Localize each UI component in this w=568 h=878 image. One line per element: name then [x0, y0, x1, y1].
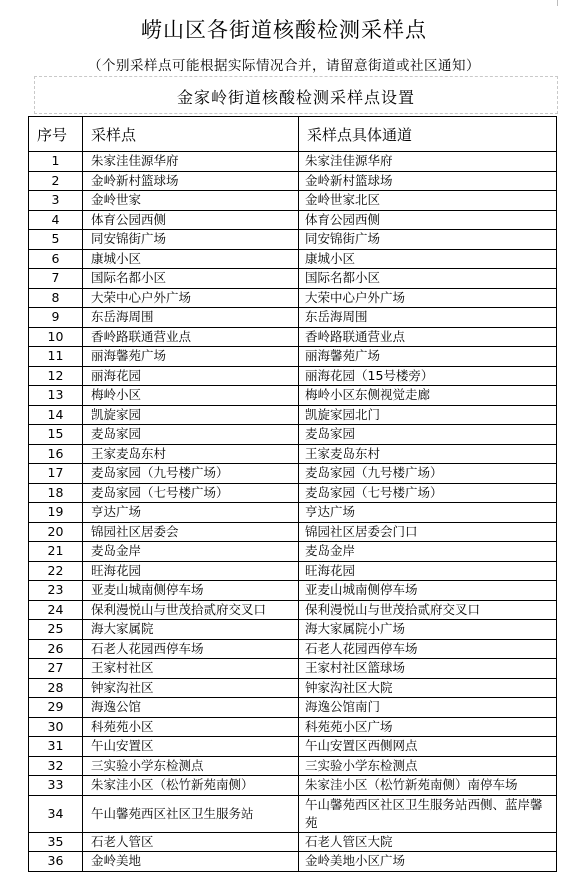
row-detail: 凯旋家园北门 [299, 405, 557, 425]
row-site: 科苑苑小区 [83, 717, 299, 737]
row-detail: 朱家洼小区（松竹新苑南侧）南停车场 [299, 776, 557, 796]
table-row [29, 444, 557, 464]
table-row [29, 503, 557, 523]
row-detail: 金岭世家北区 [299, 191, 557, 211]
row-detail: 丽海馨苑广场 [299, 347, 557, 367]
row-detail: 朱家洼佳源华府 [299, 152, 557, 172]
table-row [29, 386, 557, 406]
column-header-detail: 采样点具体通道 [299, 117, 557, 152]
row-detail: 麦岛家园（七号楼广场） [299, 483, 557, 503]
row-detail: 金岭新村篮球场 [299, 171, 557, 191]
table-row [29, 776, 557, 796]
row-site: 保利漫悦山与世茂拾贰府交叉口 [83, 600, 299, 620]
row-detail: 同安锦街广场 [299, 230, 557, 250]
row-number: 24 [29, 600, 83, 620]
row-site: 梅岭小区 [83, 386, 299, 406]
row-site: 锦园社区居委会 [83, 522, 299, 542]
table-row [29, 308, 557, 328]
row-number: 2 [29, 171, 83, 191]
row-site: 国际名都小区 [83, 269, 299, 289]
row-site: 午山安置区 [83, 737, 299, 757]
row-site: 金岭新村篮球场 [83, 171, 299, 191]
row-site: 海逸公馆 [83, 698, 299, 718]
column-header-no: 序号 [29, 117, 83, 152]
row-detail: 石老人花园西停车场 [299, 639, 557, 659]
table-row [29, 425, 557, 445]
row-number: 31 [29, 737, 83, 757]
row-site: 金岭美地 [83, 852, 299, 872]
row-number: 29 [29, 698, 83, 718]
table-row [29, 210, 557, 230]
row-detail: 亨达广场 [299, 503, 557, 523]
row-number: 4 [29, 210, 83, 230]
row-site: 同安锦街广场 [83, 230, 299, 250]
row-detail: 麦岛金岸 [299, 542, 557, 562]
row-site: 香岭路联通营业点 [83, 327, 299, 347]
row-number: 26 [29, 639, 83, 659]
row-number: 11 [29, 347, 83, 367]
row-site: 旺海花园 [83, 561, 299, 581]
row-detail: 科苑苑小区广场 [299, 717, 557, 737]
row-number: 34 [29, 795, 83, 832]
row-site: 王家村社区 [83, 659, 299, 679]
row-site: 麦岛金岸 [83, 542, 299, 562]
row-number: 23 [29, 581, 83, 601]
row-detail: 体育公园西侧 [299, 210, 557, 230]
table-row [29, 522, 557, 542]
row-number: 6 [29, 249, 83, 269]
row-detail: 锦园社区居委会门口 [299, 522, 557, 542]
row-site: 海大家属院 [83, 620, 299, 640]
table-row [29, 152, 557, 172]
row-number: 7 [29, 269, 83, 289]
row-number: 33 [29, 776, 83, 796]
row-number: 20 [29, 522, 83, 542]
row-number: 12 [29, 366, 83, 386]
row-number: 10 [29, 327, 83, 347]
table-row [29, 171, 557, 191]
table-row [29, 288, 557, 308]
table-row [29, 659, 557, 679]
row-number: 21 [29, 542, 83, 562]
row-site: 钟家沟社区 [83, 678, 299, 698]
table-row [29, 366, 557, 386]
table-row [29, 852, 557, 872]
row-site: 亨达广场 [83, 503, 299, 523]
row-number: 25 [29, 620, 83, 640]
row-site: 朱家洼佳源华府 [83, 152, 299, 172]
row-detail: 午山安置区西侧网点 [299, 737, 557, 757]
row-site: 三实验小学东检测点 [83, 756, 299, 776]
table-row [29, 327, 557, 347]
page-title: 崂山区各街道核酸检测采样点 [141, 18, 427, 42]
table-row [29, 405, 557, 425]
row-detail: 王家麦岛东村 [299, 444, 557, 464]
row-detail: 麦岛家园 [299, 425, 557, 445]
row-number: 28 [29, 678, 83, 698]
row-number: 14 [29, 405, 83, 425]
row-site: 朱家洼小区（松竹新苑南侧） [83, 776, 299, 796]
table-row [29, 230, 557, 250]
row-detail: 王家村社区篮球场 [299, 659, 557, 679]
row-site: 康城小区 [83, 249, 299, 269]
row-number: 22 [29, 561, 83, 581]
row-number: 36 [29, 852, 83, 872]
table-row [29, 756, 557, 776]
row-detail: 海大家属院小广场 [299, 620, 557, 640]
table-row [29, 269, 557, 289]
row-detail: 钟家沟社区大院 [299, 678, 557, 698]
table-row [29, 542, 557, 562]
row-number: 19 [29, 503, 83, 523]
table-row [29, 832, 557, 852]
section-title: 金家岭街道核酸检测采样点设置 [176, 88, 415, 107]
row-number: 8 [29, 288, 83, 308]
row-number: 17 [29, 464, 83, 484]
row-site: 亚麦山城南侧停车场 [83, 581, 299, 601]
table-row [29, 620, 557, 640]
row-detail: 海逸公馆南门 [299, 698, 557, 718]
table-row [29, 347, 557, 367]
row-site: 麦岛家园 [83, 425, 299, 445]
row-number: 5 [29, 230, 83, 250]
row-detail: 东岳海周围 [299, 308, 557, 328]
table-row [29, 737, 557, 757]
row-detail: 金岭美地小区广场 [299, 852, 557, 872]
row-detail: 大荣中心户外广场 [299, 288, 557, 308]
row-number: 15 [29, 425, 83, 445]
row-site: 东岳海周围 [83, 308, 299, 328]
row-detail: 康城小区 [299, 249, 557, 269]
row-number: 3 [29, 191, 83, 211]
page-subtitle: （个别采样点可能根据实际情况合并，请留意街道或社区通知） [88, 58, 480, 74]
row-detail: 午山馨苑西区社区卫生服务站西侧、蓝岸馨苑 [299, 795, 557, 832]
table-row [29, 600, 557, 620]
table-row [29, 795, 557, 832]
row-site: 丽海馨苑广场 [83, 347, 299, 367]
row-site: 大荣中心户外广场 [83, 288, 299, 308]
row-site: 金岭世家 [83, 191, 299, 211]
row-number: 32 [29, 756, 83, 776]
page-corner-mark [557, 0, 564, 6]
table-header-row [29, 117, 557, 152]
row-site: 午山馨苑西区社区卫生服务站 [83, 795, 299, 832]
row-detail: 丽海花园（15号楼旁） [299, 366, 557, 386]
table-row [29, 191, 557, 211]
table-row [29, 678, 557, 698]
row-detail: 石老人管区大院 [299, 832, 557, 852]
row-number: 1 [29, 152, 83, 172]
row-detail: 香岭路联通营业点 [299, 327, 557, 347]
table-row [29, 249, 557, 269]
table-row [29, 639, 557, 659]
row-detail: 麦岛家园（九号楼广场） [299, 464, 557, 484]
table-row [29, 483, 557, 503]
row-detail: 保利漫悦山与世茂拾贰府交叉口 [299, 600, 557, 620]
table-row [29, 698, 557, 718]
row-site: 王家麦岛东村 [83, 444, 299, 464]
row-detail: 梅岭小区东侧视觉走廊 [299, 386, 557, 406]
row-detail: 三实验小学东检测点 [299, 756, 557, 776]
sampling-sites-table [28, 116, 557, 872]
table-row [29, 717, 557, 737]
row-site: 丽海花园 [83, 366, 299, 386]
row-number: 16 [29, 444, 83, 464]
row-site: 麦岛家园（九号楼广场） [83, 464, 299, 484]
row-site: 石老人花园西停车场 [83, 639, 299, 659]
row-detail: 旺海花园 [299, 561, 557, 581]
row-number: 13 [29, 386, 83, 406]
row-site: 体育公园西侧 [83, 210, 299, 230]
row-site: 麦岛家园（七号楼广场） [83, 483, 299, 503]
row-number: 35 [29, 832, 83, 852]
section-title-box [34, 76, 558, 114]
row-number: 27 [29, 659, 83, 679]
row-number: 18 [29, 483, 83, 503]
column-header-site: 采样点 [83, 117, 299, 152]
row-detail: 国际名都小区 [299, 269, 557, 289]
row-number: 30 [29, 717, 83, 737]
row-site: 凯旋家园 [83, 405, 299, 425]
row-number: 9 [29, 308, 83, 328]
table-row [29, 581, 557, 601]
row-site: 石老人管区 [83, 832, 299, 852]
table-row [29, 561, 557, 581]
row-detail: 亚麦山城南侧停车场 [299, 581, 557, 601]
table-row [29, 464, 557, 484]
